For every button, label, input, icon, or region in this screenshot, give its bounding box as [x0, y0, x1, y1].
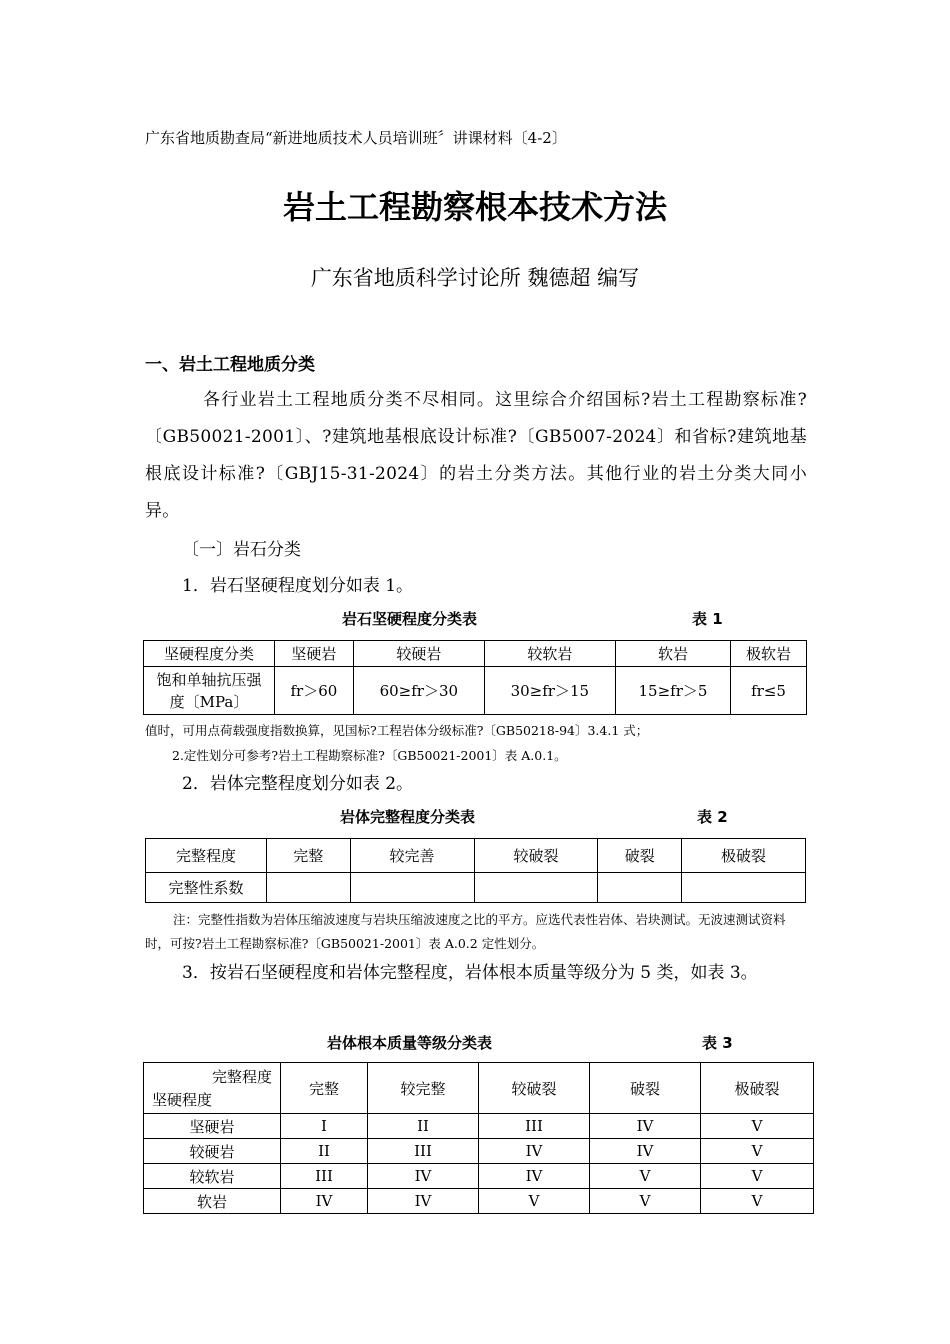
table-cell: 软岩: [615, 641, 730, 667]
table-cell: 极破裂: [682, 839, 806, 873]
table-cell: IV: [281, 1189, 368, 1214]
table-cell: 软岩: [144, 1189, 281, 1214]
table-cell: 较硬岩: [144, 1139, 281, 1164]
table-cell: 较完善: [350, 839, 474, 873]
table2-note: 注：完整性指数为岩体压缩波速度与岩块压缩波速度之比的平方。应选代表性岩体、岩块测试。无波速测试资料时，可按?岩土工程勘察标准?〔GB50021-2001〕表 A.0.2 定性划分。: [145, 912, 786, 951]
table-cell: V: [590, 1189, 701, 1214]
table-cell: IV: [368, 1189, 479, 1214]
table-cell: 极破裂: [701, 1063, 814, 1114]
intro-paragraph: 各行业岩土工程地质分类不尽相同。这里综合介绍国标?岩土工程勘察标准?〔GB50021-2001〕、?建筑地基根底设计标准?〔GB5007-2024〕和省标?建筑地基根底设计标准?〔GBJ15-31-2024〕的岩土分类方法。其他行业的岩土分类大同小异。: [145, 390, 807, 521]
table-cell: 坚硬岩: [275, 641, 354, 667]
table-row: [144, 1063, 814, 1114]
table-1: [143, 640, 807, 715]
table-row: [144, 1114, 814, 1139]
table-cell: fr＞60: [275, 667, 354, 715]
table-cell: 坚硬岩: [144, 1114, 281, 1139]
document-header: 广东省地质勘查局“新进地质技术人员培训班〞讲课材料〔4-2〕: [145, 129, 567, 147]
table-cell: 较软岩: [144, 1164, 281, 1189]
table-cell: V: [701, 1189, 814, 1214]
table-cell: IV: [590, 1114, 701, 1139]
table-cell: II: [281, 1139, 368, 1164]
table-row: [144, 1189, 814, 1214]
table-cell: [350, 873, 474, 903]
item-3: 3．按岩石坚硬程度和岩体完整程度，岩体根本质量等级分为 5 类，如表 3。: [182, 963, 758, 983]
table1-note-a: 值时，可用点荷载强度指数换算，见国标?工程岩体分级标准?〔GB50218-94〕3.4.1 式；: [145, 723, 649, 738]
table-cell: fr≤5: [731, 667, 807, 715]
document-title: 岩土工程勘察根本技术方法: [282, 188, 667, 226]
corner-top-label: 完整程度: [211, 1068, 272, 1086]
table-cell: 较破裂: [479, 1063, 590, 1114]
table-cell: IV: [479, 1164, 590, 1189]
table-cell: V: [701, 1164, 814, 1189]
table-cell: 破裂: [598, 839, 682, 873]
item-2: 2．岩体完整程度划分如表 2。: [182, 774, 414, 794]
table-cell: III: [479, 1114, 590, 1139]
table-cell: 极软岩: [731, 641, 807, 667]
table-cell: 饱和单轴抗压强度〔MPa〕: [144, 667, 275, 715]
table-row: [146, 873, 806, 903]
table-row: [144, 641, 807, 667]
table-cell: IV: [479, 1139, 590, 1164]
table-row: [144, 1139, 814, 1164]
table2-tag: 表 2: [697, 808, 728, 826]
table-cell: [682, 873, 806, 903]
table-cell: 15≥fr＞5: [615, 667, 730, 715]
table-cell: III: [368, 1139, 479, 1164]
table-cell: 完整性系数: [146, 873, 267, 903]
table-2: [145, 838, 806, 903]
item-1: 1．岩石坚硬程度划分如表 1。: [182, 576, 414, 596]
table-cell: 坚硬程度分类: [144, 641, 275, 667]
table-cell: 完整程度: [146, 839, 267, 873]
table1-note-b: 2.定性划分可参考?岩土工程勘察标准?〔GB50021-2001〕表 A.0.1。: [172, 748, 567, 763]
table-cell: 较硬岩: [353, 641, 484, 667]
section-heading: 一、岩土工程地质分类: [145, 355, 315, 375]
author-line: 广东省地质科学讨论所 魏德超 编写: [310, 266, 640, 290]
subsection-heading: 〔一〕岩石分类: [182, 540, 301, 560]
table-cell: V: [479, 1189, 590, 1214]
corner-bottom-label: 坚硬程度: [152, 1091, 213, 1109]
table-cell: V: [701, 1114, 814, 1139]
table-cell: V: [701, 1139, 814, 1164]
table-row: [144, 1164, 814, 1189]
table-cell: 较破裂: [474, 839, 598, 873]
table-cell: IV: [368, 1164, 479, 1189]
table-cell: 破裂: [590, 1063, 701, 1114]
table-cell: I: [281, 1114, 368, 1139]
table3-tag: 表 3: [702, 1034, 733, 1052]
table-row: [146, 839, 806, 873]
table-cell: 60≥fr＞30: [353, 667, 484, 715]
table-cell: IV: [590, 1139, 701, 1164]
table-3: [143, 1062, 814, 1214]
table-row: [144, 667, 807, 715]
table-cell: V: [590, 1164, 701, 1189]
table-corner-cell: [144, 1063, 281, 1114]
table-cell: [598, 873, 682, 903]
table-cell: 完整: [267, 839, 351, 873]
table-cell: III: [281, 1164, 368, 1189]
table1-tag: 表 1: [692, 610, 723, 628]
table-cell: [267, 873, 351, 903]
table1-caption: 岩石坚硬程度分类表: [342, 610, 478, 628]
table2-caption: 岩体完整程度分类表: [340, 808, 476, 826]
table3-caption: 岩体根本质量等级分类表: [327, 1034, 493, 1052]
table-cell: 较软岩: [484, 641, 615, 667]
table-cell: 完整: [281, 1063, 368, 1114]
table-cell: [474, 873, 598, 903]
table-cell: 较完整: [368, 1063, 479, 1114]
table-cell: II: [368, 1114, 479, 1139]
table-cell: 30≥fr＞15: [484, 667, 615, 715]
